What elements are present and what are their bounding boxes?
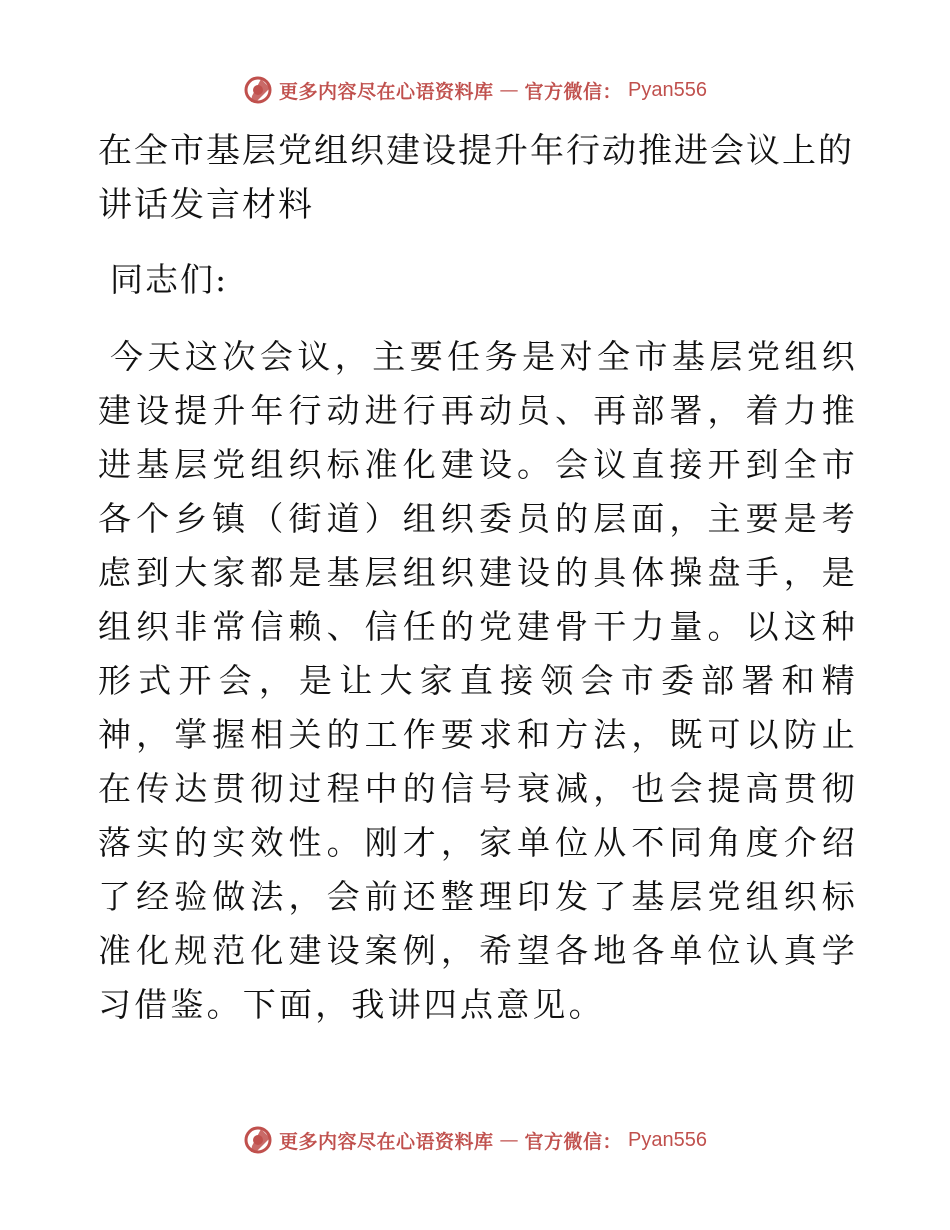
pen-logo-icon	[243, 75, 273, 105]
watermark-text: 更多内容尽在心语资料库	[279, 80, 494, 103]
watermark-wechat-label: 官方微信：	[524, 80, 623, 103]
salutation: 同志们:	[110, 260, 229, 299]
watermark-separator: —	[499, 1129, 519, 1151]
watermark-separator: —	[499, 79, 519, 101]
watermark-wechat-label: 官方微信：	[524, 1130, 623, 1153]
watermark-text: 更多内容尽在心语资料库	[279, 1130, 494, 1153]
pen-logo-icon	[243, 1125, 273, 1155]
watermark-wechat-id: Pyan556	[628, 78, 707, 101]
document-title: 在全市基层党组织建设提升年行动推进会议上的讲话发言材料	[98, 131, 854, 225]
watermark-wechat-id: Pyan556	[628, 1128, 707, 1151]
footer-watermark	[0, 1120, 950, 1160]
body-paragraph: 今天这次会议，主要任务是对全市基层党组织建设提升年行动进行再动员、再部署，着力推进基层党组织标准化建设。会议直接开到全市各个乡镇（街道）组织委员的层面，主要是考虑到大家都是基层组织建设的具体操盘手，是组织非常信赖、信任的党建骨干力量。以这种形式开会，是让大家直接领会市委部署和精神，掌握相关的工作要求和方法，既可以防止在传达贯彻过程中的信号衰减，也会提高贯彻落实的实效性。刚才，家单位从不同角度介绍了经验做法，会前还整理印发了基层党组织标准化规范化建设案例，希望各地各单位认真学习借鉴。下面，我讲四点意见。	[98, 337, 858, 1024]
header-watermark	[0, 70, 950, 110]
